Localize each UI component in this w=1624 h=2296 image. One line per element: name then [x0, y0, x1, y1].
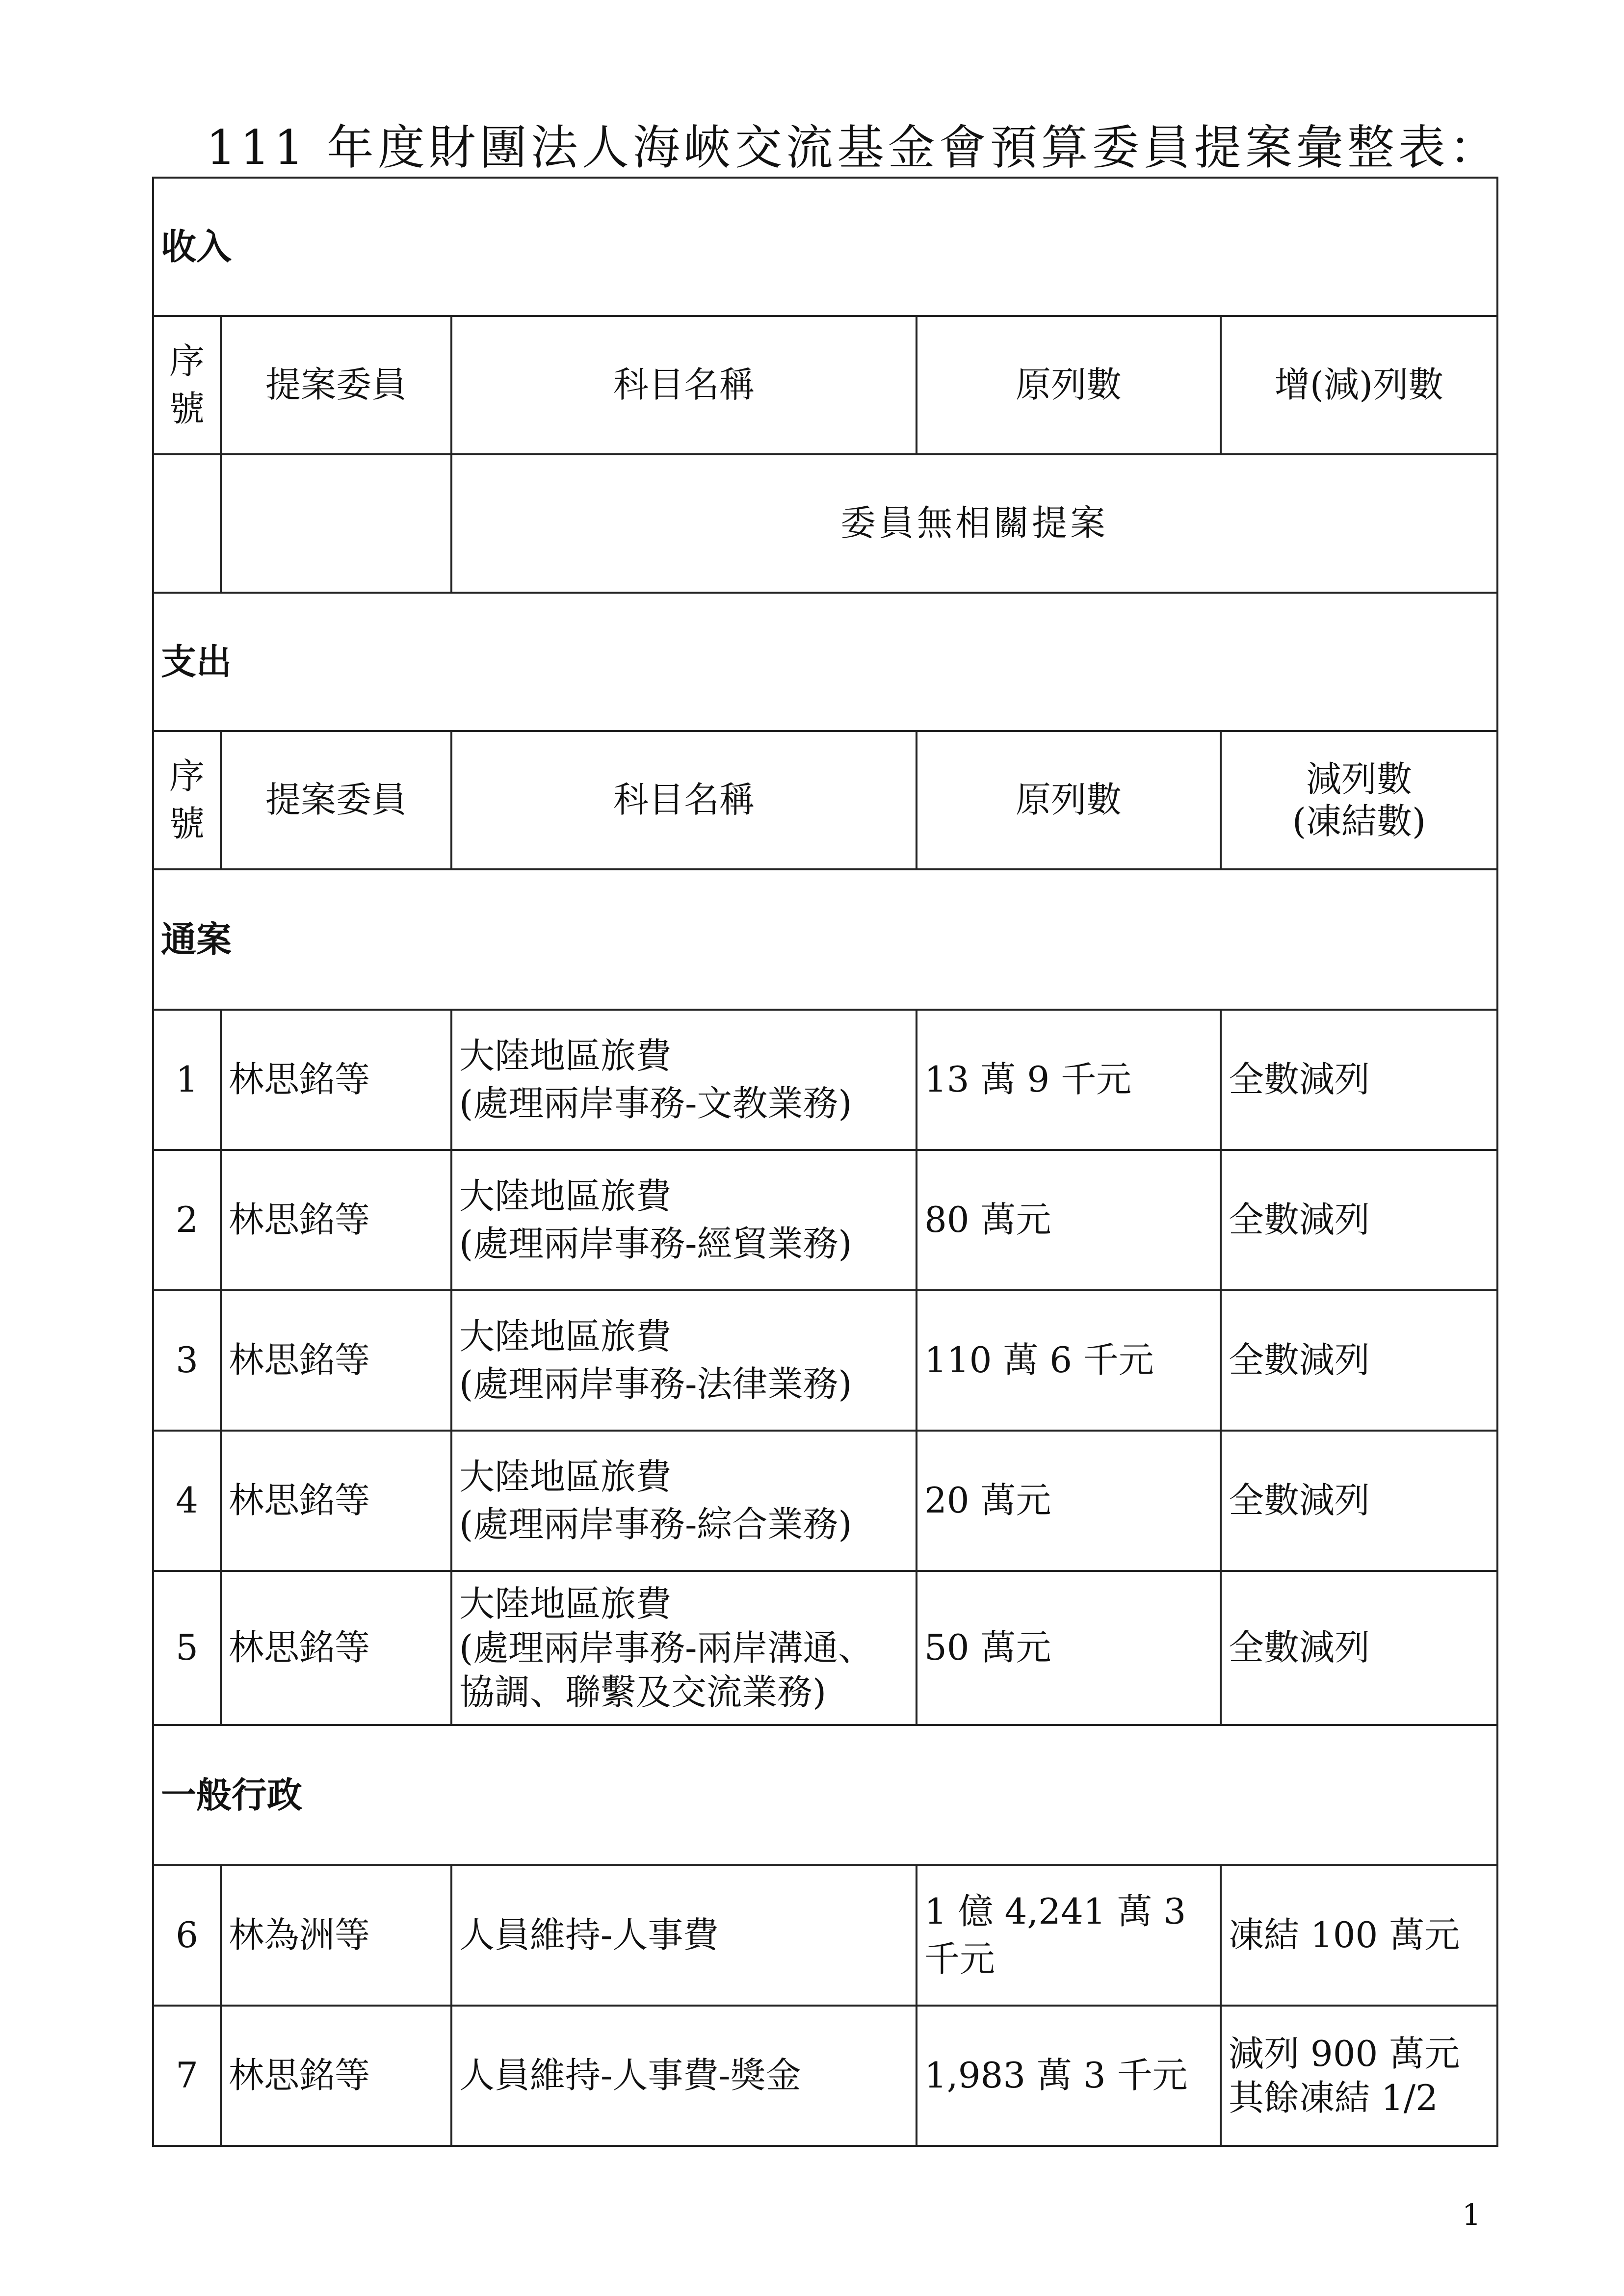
row-original: 110 萬 6 千元 [917, 1290, 1221, 1431]
row-item: 人員維持-人事費 [451, 1865, 917, 2006]
row-original: 50 萬元 [917, 1571, 1221, 1725]
row-member: 林為洲等 [221, 1865, 451, 2006]
table-row [153, 1290, 1497, 1431]
page-number: 1 [1462, 2198, 1481, 2232]
row-seq: 5 [153, 1571, 221, 1725]
empty-cell [221, 454, 451, 593]
header-member: 提案委員 [221, 731, 451, 869]
income-header-row [153, 316, 1497, 454]
table-row [153, 1431, 1497, 1571]
table-row [153, 2006, 1497, 2146]
row-seq: 7 [153, 2006, 221, 2146]
group-label: 一般行政 [153, 1725, 1497, 1865]
row-original: 1,983 萬 3 千元 [917, 2006, 1221, 2146]
row-item: 大陸地區旅費 (處理兩岸事務-綜合業務) [451, 1431, 917, 1571]
row-seq: 3 [153, 1290, 221, 1431]
page-title: 111 年度財團法人海峽交流基金會預算委員提案彙整表： [206, 120, 1500, 175]
header-item: 科目名稱 [451, 731, 917, 869]
row-original: 1 億 4,241 萬 3 千元 [917, 1865, 1221, 2006]
group-row [153, 1725, 1497, 1865]
row-change: 凍結 100 萬元 [1221, 1865, 1497, 2006]
row-seq: 2 [153, 1150, 221, 1290]
table-row [153, 1571, 1497, 1725]
header-member: 提案委員 [221, 316, 451, 454]
row-item: 大陸地區旅費 (處理兩岸事務-法律業務) [451, 1290, 917, 1431]
header-seq: 序號 [153, 731, 221, 869]
row-item: 人員維持-人事費-獎金 [451, 2006, 917, 2146]
row-change: 減列 900 萬元 其餘凍結 1/2 [1221, 2006, 1497, 2146]
income-section-label: 收入 [153, 178, 1497, 316]
row-original: 13 萬 9 千元 [917, 1010, 1221, 1150]
row-seq: 1 [153, 1010, 221, 1150]
income-section-row [153, 178, 1497, 316]
row-seq: 6 [153, 1865, 221, 2006]
table-row [153, 1865, 1497, 2006]
group-label: 通案 [153, 869, 1497, 1010]
row-item: 大陸地區旅費 (處理兩岸事務-文教業務) [451, 1010, 917, 1150]
header-item: 科目名稱 [451, 316, 917, 454]
header-original: 原列數 [917, 731, 1221, 869]
row-member: 林思銘等 [221, 1571, 451, 1725]
row-change: 全數減列 [1221, 1290, 1497, 1431]
no-proposal-text: 委員無相關提案 [451, 454, 1497, 593]
row-change: 全數減列 [1221, 1010, 1497, 1150]
row-member: 林思銘等 [221, 1010, 451, 1150]
table-row [153, 1010, 1497, 1150]
table-row [153, 1150, 1497, 1290]
expense-section-row [153, 593, 1497, 731]
row-original: 80 萬元 [917, 1150, 1221, 1290]
row-member: 林思銘等 [221, 2006, 451, 2146]
income-empty-row [153, 454, 1497, 593]
row-item: 大陸地區旅費 (處理兩岸事務-兩岸溝通、協調、聯繫及交流業務) [451, 1571, 917, 1725]
row-original: 20 萬元 [917, 1431, 1221, 1571]
row-member: 林思銘等 [221, 1431, 451, 1571]
row-member: 林思銘等 [221, 1290, 451, 1431]
row-change: 全數減列 [1221, 1431, 1497, 1571]
group-row [153, 869, 1497, 1010]
proposal-table [152, 177, 1498, 2147]
expense-header-row [153, 731, 1497, 869]
header-change: 減列數 (凍結數) [1221, 731, 1497, 869]
row-member: 林思銘等 [221, 1150, 451, 1290]
header-original: 原列數 [917, 316, 1221, 454]
row-seq: 4 [153, 1431, 221, 1571]
row-item: 大陸地區旅費 (處理兩岸事務-經貿業務) [451, 1150, 917, 1290]
header-change: 增(減)列數 [1221, 316, 1497, 454]
expense-section-label: 支出 [153, 593, 1497, 731]
row-change: 全數減列 [1221, 1571, 1497, 1725]
header-seq: 序號 [153, 316, 221, 454]
empty-cell [153, 454, 221, 593]
row-change: 全數減列 [1221, 1150, 1497, 1290]
